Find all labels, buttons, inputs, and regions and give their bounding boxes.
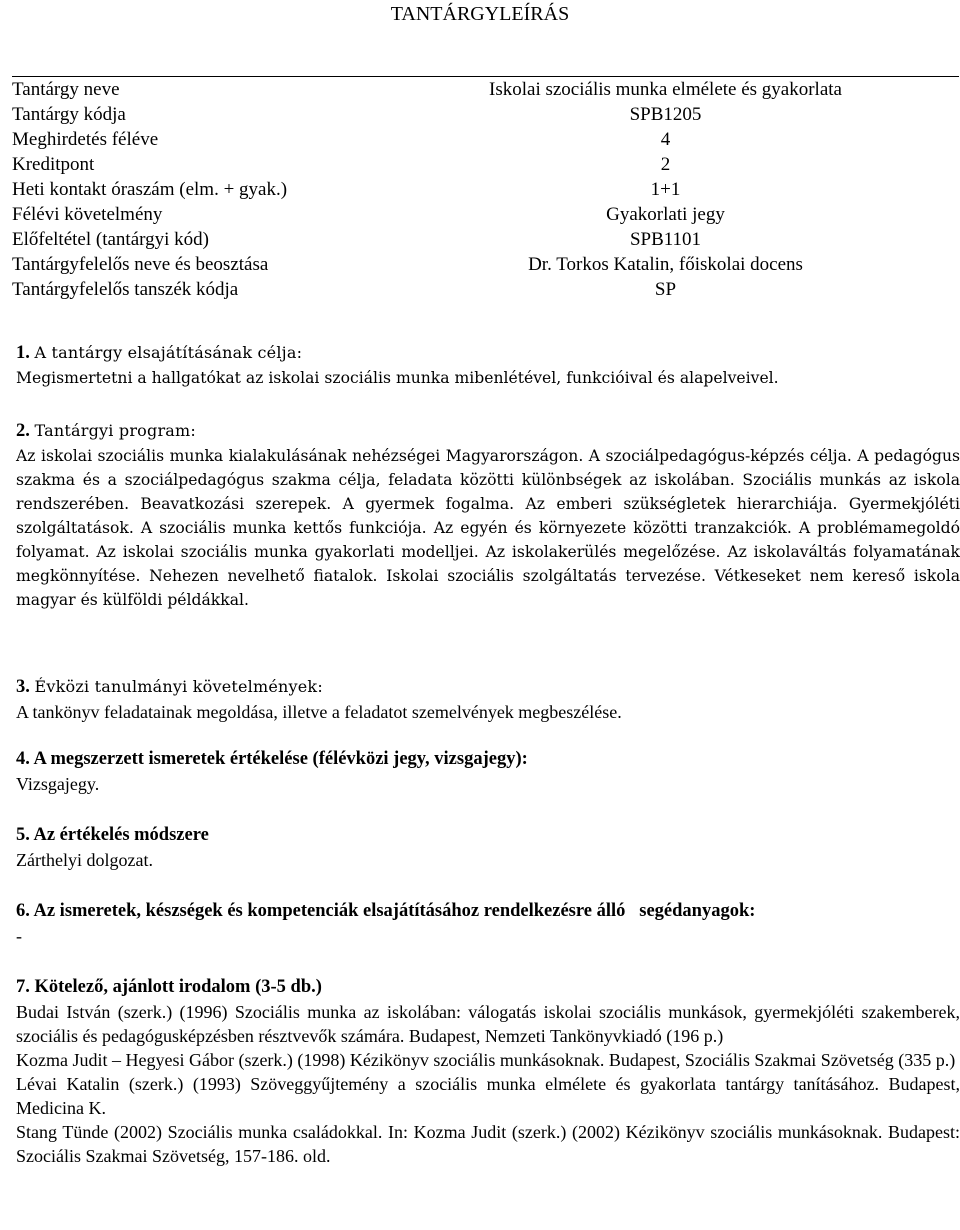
section-title: Évközi tanulmányi követelmények:	[34, 677, 323, 696]
section-text: Zárthelyi dolgozat.	[16, 850, 153, 870]
document-title: TANTÁRGYLEÍRÁS	[390, 3, 570, 25]
section-materials	[16, 898, 960, 948]
section-number: 1.	[16, 343, 30, 363]
section-requirements	[16, 674, 960, 724]
row-value: Gyakorlati jegy	[606, 204, 725, 225]
table-row	[12, 102, 959, 127]
row-label: Meghirdetés féléve	[12, 129, 159, 150]
row-label: Előfeltétel (tantárgyi kód)	[12, 229, 209, 250]
section-text: A tankönyv feladatainak megoldása, illetve a feladatot szemelvények megbeszélése.	[16, 702, 622, 722]
course-info-table	[12, 76, 959, 302]
row-value: 4	[660, 129, 671, 150]
section-heading	[16, 340, 960, 366]
reference-item: Kozma Judit – Hegyesi Gábor (szerk.) (1998) Kézikönyv szociális munkásoknak. Budapest, Szociális Szakmai Szövetség (335 p.)	[16, 1050, 956, 1070]
row-label: Heti kontakt óraszám (elm. + gyak.)	[12, 179, 288, 200]
table-row	[12, 227, 959, 252]
table-row	[12, 177, 959, 202]
section-goal	[16, 340, 960, 390]
table-row	[12, 202, 959, 227]
section-text: Vizsgajegy.	[16, 774, 100, 794]
section-text: Az iskolai szociális munka kialakulásának nehézségei Magyarországon. A szociálpedagógus-képzés célja. A pedagógus szakma és a szociálpedagógus szakma célja, feladata közötti különbségek az iskolában. Szociális munkás az iskola rendszerében. Beavatkozási szerepek. A gyermek fogalma. Az emberi szükségletek hierarchiája. Gyermekjóléti szolgáltatások. A szociális munka kettős funkciója. Az egyén és környezete közötti tranzakciók. A problémamegoldó folyamat. Az iskolai szociális munka gyakorlati modelljei. Az iskolakerülés megelőzése. Az iskolaváltás folyamatának megkönnyítése. Nehezen nevelhető fiatalok. Iskolai szociális szolgáltatás tervezése. Vétkeseket nem kereső iskola magyar és külföldi példákkal.	[16, 447, 960, 609]
row-label: Kreditpont	[12, 154, 95, 175]
table-row	[12, 127, 959, 152]
table-row	[12, 77, 959, 103]
row-label: Tantárgyfelelős neve és beosztása	[12, 254, 269, 275]
section-heading	[16, 418, 960, 444]
section-number: 2.	[16, 421, 30, 441]
section-method	[16, 822, 960, 872]
section-heading: 7. Kötelező, ajánlott irodalom (3-5 db.)	[16, 977, 322, 997]
section-heading: 6. Az ismeretek, készségek és kompetenciák elsajátításához rendelkezésre álló segédanyagok:	[16, 901, 756, 921]
section-heading	[16, 674, 960, 700]
row-value: SP	[654, 279, 677, 300]
table-row	[12, 152, 959, 177]
section-title: A tantárgy elsajátításának célja:	[34, 343, 303, 362]
reference-item: Stang Tünde (2002) Szociális munka családokkal. In: Kozma Judit (szerk.) (2002) Kézikönyv szociális munkásoknak. Budapest: Szociális Szakmai Szövetség, 157-186. old.	[16, 1122, 960, 1166]
row-label: Tantárgy neve	[12, 77, 372, 103]
section-text: -	[16, 926, 22, 946]
row-value: Dr. Torkos Katalin, főiskolai docens	[528, 254, 803, 275]
row-value: SPB1101	[629, 229, 702, 250]
row-label: Tantárgy kódja	[12, 104, 126, 125]
table-row	[12, 252, 959, 277]
section-number: 3.	[16, 677, 30, 697]
row-label: Félévi követelmény	[12, 204, 163, 225]
section-literature	[16, 974, 960, 1168]
row-value: SPB1205	[629, 104, 702, 125]
row-value: Iskolai szociális munka elmélete és gyakorlata	[372, 77, 959, 103]
section-evaluation	[16, 746, 960, 796]
section-title: Tantárgyi program:	[34, 421, 196, 440]
reference-item: Budai István (szerk.) (1996) Szociális munka az iskolában: válogatás iskolai szociális munkások, gyermekjóléti szakemberek, szociális és pedagógusképzésben résztvevők számára. Budapest, Nemzeti Tankönyvkiadó (196 p.)	[16, 1002, 960, 1046]
table-row	[12, 277, 959, 302]
section-text: Megismertetni a hallgatókat az iskolai szociális munka mibenlétével, funkcióival és alapelveivel.	[16, 369, 779, 387]
section-heading: 5. Az értékelés módszere	[16, 825, 209, 845]
reference-item: Lévai Katalin (szerk.) (1993) Szöveggyűjtemény a szociális munka elmélete és gyakorlata tantárgy tanításához. Budapest, Medicina K.	[16, 1074, 960, 1118]
section-program	[16, 418, 960, 612]
row-label: Tantárgyfelelős tanszék kódja	[12, 279, 239, 300]
section-heading: 4. A megszerzett ismeretek értékelése (félévközi jegy, vizsgajegy):	[16, 749, 528, 769]
row-value: 2	[660, 154, 671, 175]
row-value: 1+1	[650, 179, 681, 200]
